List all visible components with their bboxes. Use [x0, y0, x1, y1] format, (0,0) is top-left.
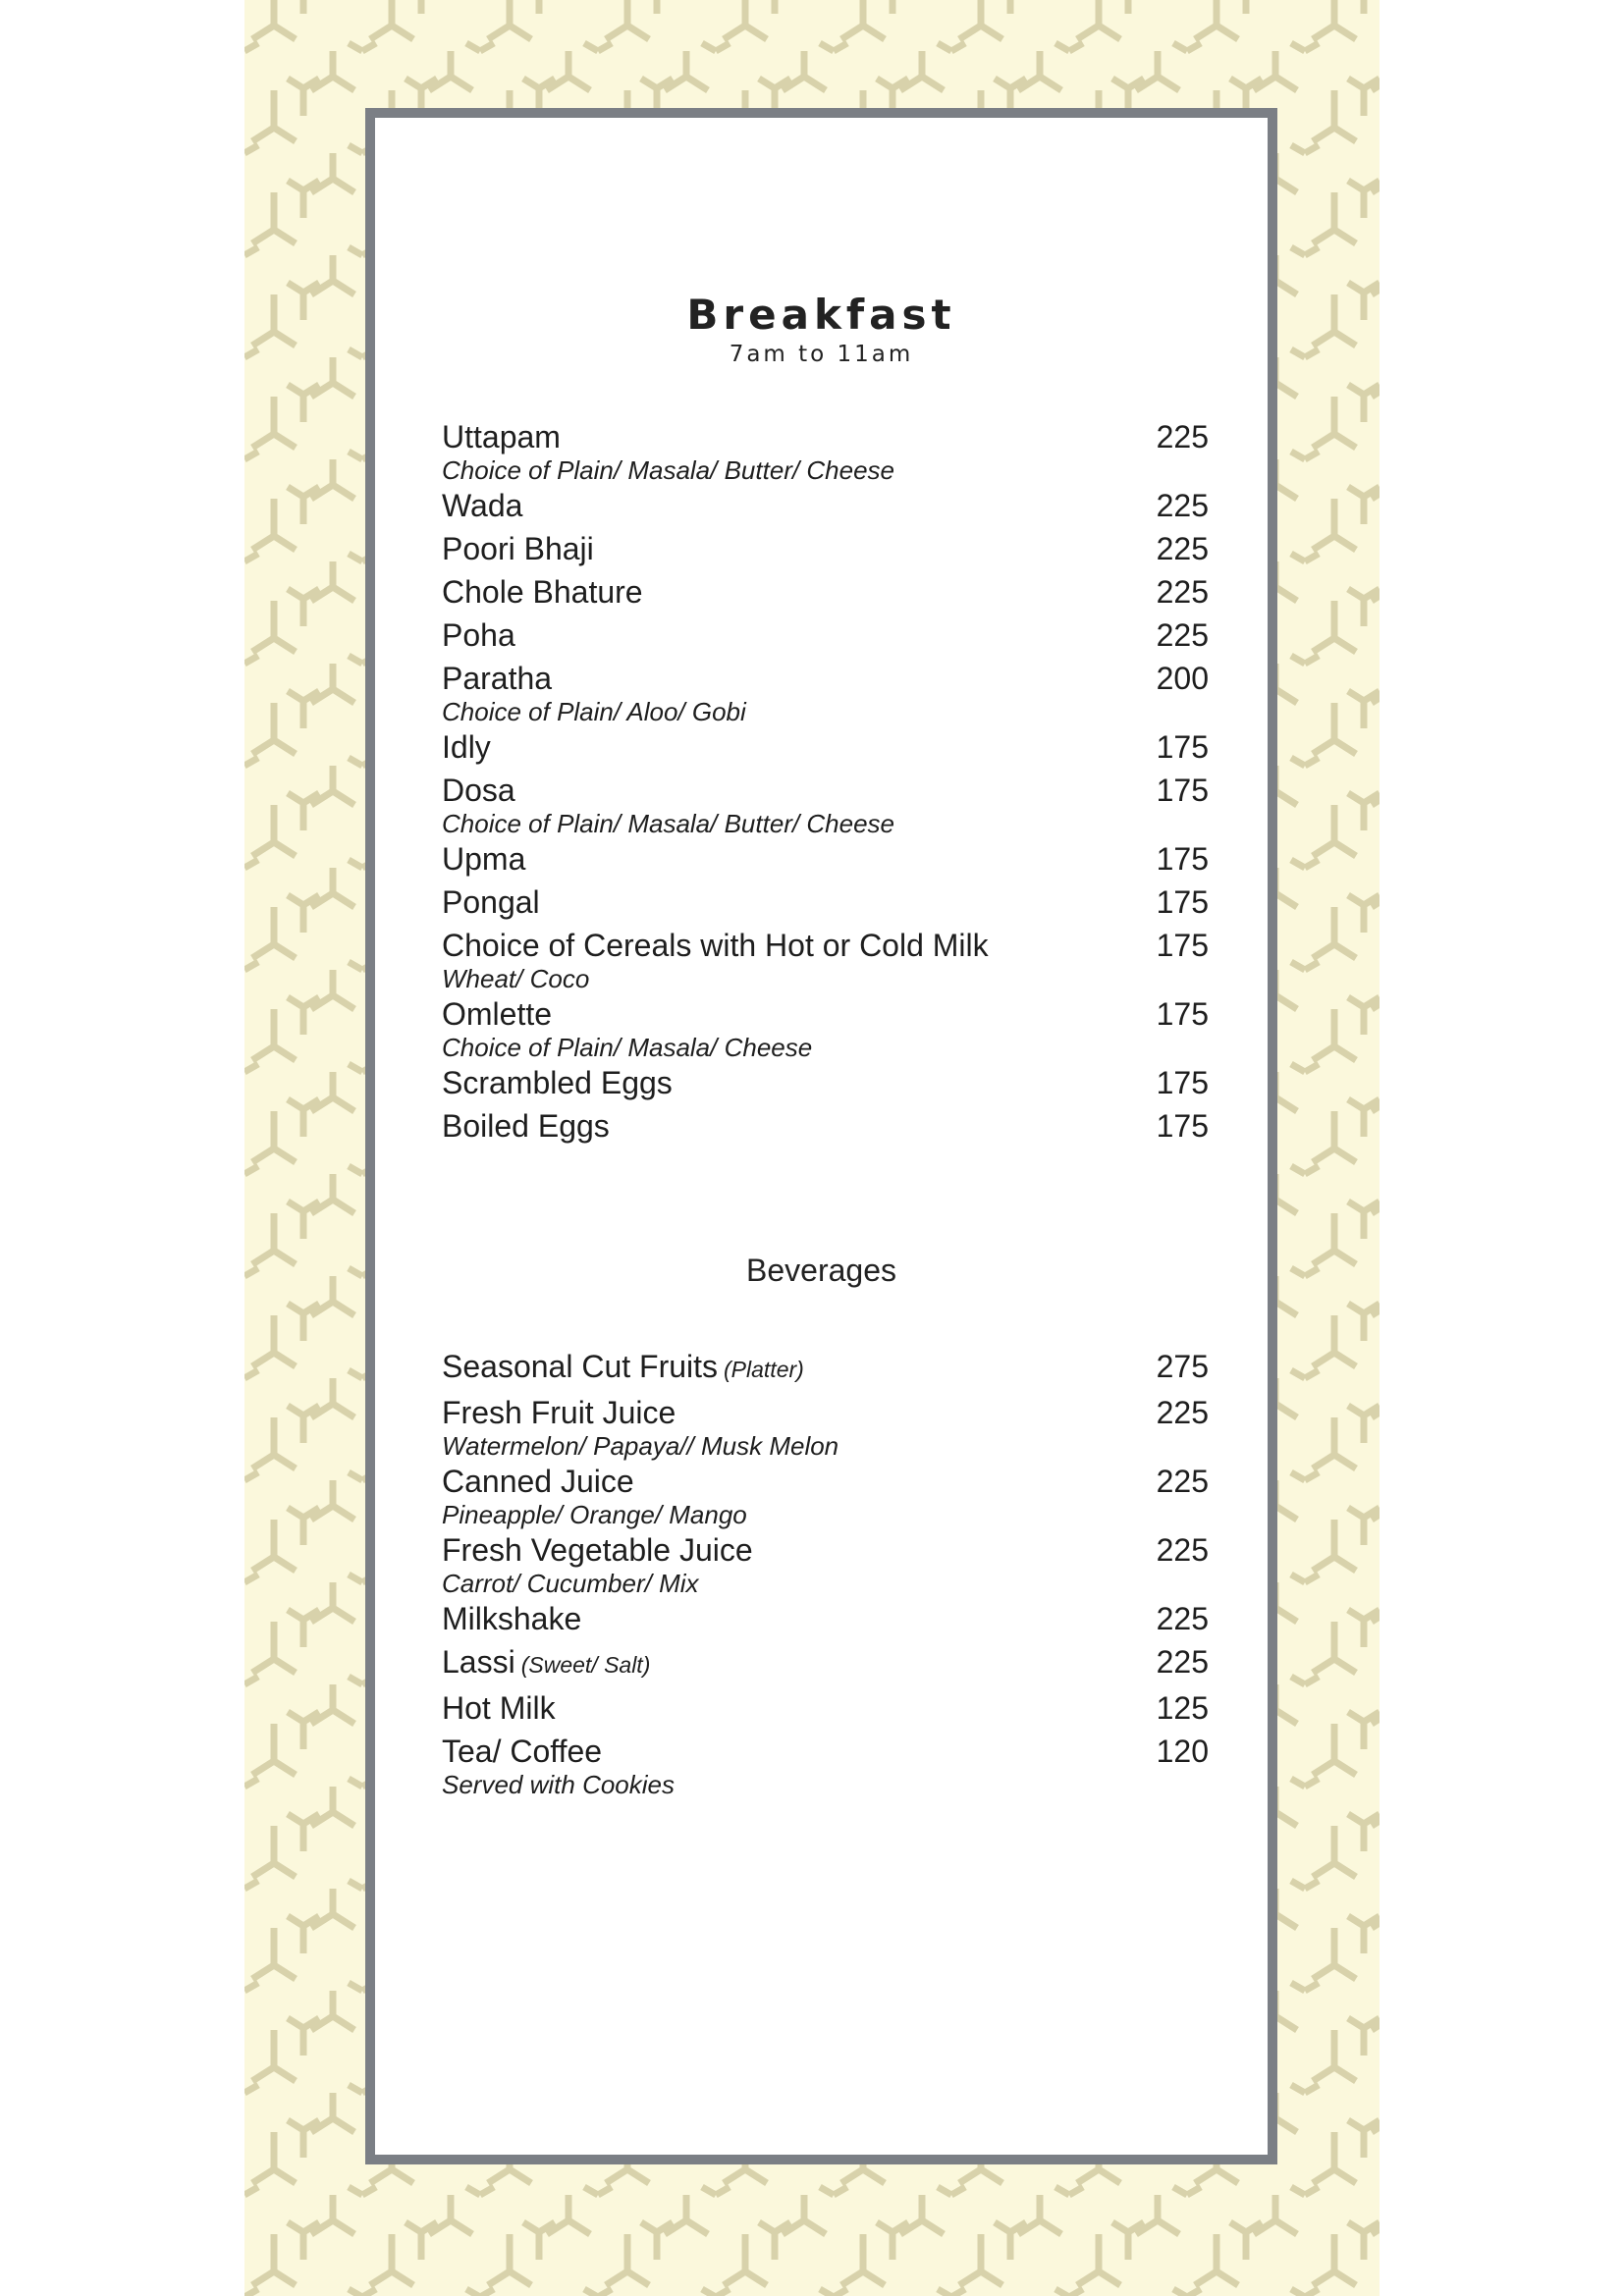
menu-item-price: 225	[1156, 1532, 1209, 1568]
menu-item-name-group	[442, 614, 515, 657]
beverage-item	[442, 1730, 1209, 1802]
menu-item-name: Seasonal Cut Fruits	[442, 1349, 719, 1384]
menu-item-name: Canned Juice	[442, 1464, 634, 1499]
breakfast-item	[442, 484, 1209, 527]
menu-item-name: Choice of Cereals with Hot or Cold Milk	[442, 928, 989, 963]
menu-hours: 7am to 11am	[729, 342, 914, 367]
beverage-item	[442, 1528, 1209, 1601]
menu-item-note: (Platter)	[724, 1357, 804, 1382]
breakfast-item	[442, 614, 1209, 657]
menu-item-row	[442, 1345, 1209, 1391]
menu-item-description: Choice of Plain/ Aloo/ Gobi	[442, 697, 746, 726]
menu-item-price: 125	[1156, 1690, 1209, 1726]
menu-item-row	[442, 1686, 1209, 1730]
menu-item-name: Pongal	[442, 884, 540, 920]
menu-item-name-group	[442, 1686, 556, 1730]
beverage-item	[442, 1391, 1209, 1464]
beverages-heading: Beverages	[746, 1253, 896, 1288]
breakfast-item	[442, 415, 1209, 488]
menu-item-name: Fresh Vegetable Juice	[442, 1532, 753, 1568]
menu-card	[365, 108, 1277, 2164]
menu-item-price: 175	[1156, 996, 1209, 1032]
menu-item-name-group	[442, 484, 522, 527]
menu-item-price: 225	[1156, 617, 1209, 653]
menu-item-name-group	[442, 1061, 673, 1104]
menu-item-name: Omlette	[442, 996, 553, 1032]
menu-item-name-group	[442, 527, 594, 570]
menu-item-name-group	[442, 1640, 650, 1686]
menu-item-row	[442, 484, 1209, 527]
breakfast-item	[442, 1104, 1209, 1148]
menu-item-row	[442, 1104, 1209, 1148]
menu-item-price: 175	[1156, 1065, 1209, 1100]
menu-item-row	[442, 570, 1209, 614]
menu-item-name: Hot Milk	[442, 1690, 556, 1726]
menu-item-name: Boiled Eggs	[442, 1108, 610, 1144]
menu-item-name: Poha	[442, 617, 515, 653]
menu-item-price: 175	[1156, 1108, 1209, 1144]
menu-item-note: (Sweet/ Salt)	[520, 1652, 651, 1678]
menu-item-price: 225	[1156, 1395, 1209, 1430]
menu-item-description: Choice of Plain/ Masala/ Cheese	[442, 1033, 813, 1062]
breakfast-item	[442, 1061, 1209, 1104]
menu-item-name-group	[442, 881, 540, 924]
menu-item-price: 225	[1156, 574, 1209, 610]
menu-item-description: Carrot/ Cucumber/ Mix	[442, 1569, 699, 1598]
breakfast-item	[442, 769, 1209, 841]
menu-item-price: 225	[1156, 488, 1209, 523]
menu-item-name: Scrambled Eggs	[442, 1065, 673, 1100]
menu-item-price: 225	[1156, 531, 1209, 566]
menu-item-name: Wada	[442, 488, 523, 523]
menu-item-description: Choice of Plain/ Masala/ Butter/ Cheese	[442, 455, 895, 485]
menu-item-name: Tea/ Coffee	[442, 1734, 603, 1769]
menu-item-price: 175	[1156, 729, 1209, 765]
breakfast-list	[442, 415, 1209, 1148]
menu-item-name-group	[442, 725, 491, 769]
breakfast-item	[442, 881, 1209, 924]
menu-item-description: Pineapple/ Orange/ Mango	[442, 1500, 747, 1529]
menu-item-name: Poori Bhaji	[442, 531, 594, 566]
breakfast-item	[442, 924, 1209, 996]
menu-item-name-group	[442, 837, 525, 881]
menu-item-price: 200	[1156, 661, 1209, 696]
menu-item-row	[442, 837, 1209, 881]
menu-title: Breakfast	[686, 291, 956, 339]
menu-item-price: 225	[1156, 1644, 1209, 1680]
menu-item-row	[442, 1597, 1209, 1640]
beverage-item	[442, 1345, 1209, 1391]
beverage-item	[442, 1686, 1209, 1730]
menu-item-name: Milkshake	[442, 1601, 582, 1636]
breakfast-item	[442, 527, 1209, 570]
menu-item-description: Watermelon/ Papaya// Musk Melon	[442, 1431, 839, 1461]
menu-item-row	[442, 1640, 1209, 1686]
menu-item-price: 275	[1156, 1349, 1209, 1384]
menu-item-name-group	[442, 570, 643, 614]
menu-item-description: Served with Cookies	[442, 1770, 675, 1799]
beverage-list	[442, 1345, 1209, 1798]
breakfast-item	[442, 837, 1209, 881]
breakfast-item	[442, 657, 1209, 729]
menu-item-row	[442, 881, 1209, 924]
menu-item-name: Idly	[442, 729, 491, 765]
beverage-item	[442, 1597, 1209, 1640]
menu-item-name: Chole Bhature	[442, 574, 643, 610]
menu-item-name-group	[442, 1345, 804, 1391]
menu-item-row	[442, 614, 1209, 657]
menu-item-name: Dosa	[442, 773, 515, 808]
menu-item-row	[442, 527, 1209, 570]
menu-item-price: 175	[1156, 773, 1209, 808]
breakfast-item	[442, 725, 1209, 769]
menu-item-name: Paratha	[442, 661, 553, 696]
menu-item-price: 175	[1156, 928, 1209, 963]
menu-item-price: 120	[1156, 1734, 1209, 1769]
menu-item-name: Fresh Fruit Juice	[442, 1395, 676, 1430]
menu-item-name: Lassi	[442, 1644, 515, 1680]
breakfast-item	[442, 570, 1209, 614]
beverage-item	[442, 1640, 1209, 1686]
menu-item-name: Uttapam	[442, 419, 561, 454]
menu-item-description: Wheat/ Coco	[442, 964, 590, 993]
menu-item-price: 225	[1156, 1464, 1209, 1499]
menu-item-name: Upma	[442, 841, 526, 877]
breakfast-item	[442, 992, 1209, 1065]
menu-item-row	[442, 725, 1209, 769]
menu-item-price: 175	[1156, 884, 1209, 920]
menu-item-price: 225	[1156, 1601, 1209, 1636]
menu-item-row	[442, 1061, 1209, 1104]
menu-item-price: 175	[1156, 841, 1209, 877]
beverage-item	[442, 1460, 1209, 1532]
menu-item-name-group	[442, 1597, 581, 1640]
menu-item-price: 225	[1156, 419, 1209, 454]
menu-item-name-group	[442, 1104, 610, 1148]
menu-item-description: Choice of Plain/ Masala/ Butter/ Cheese	[442, 809, 895, 838]
